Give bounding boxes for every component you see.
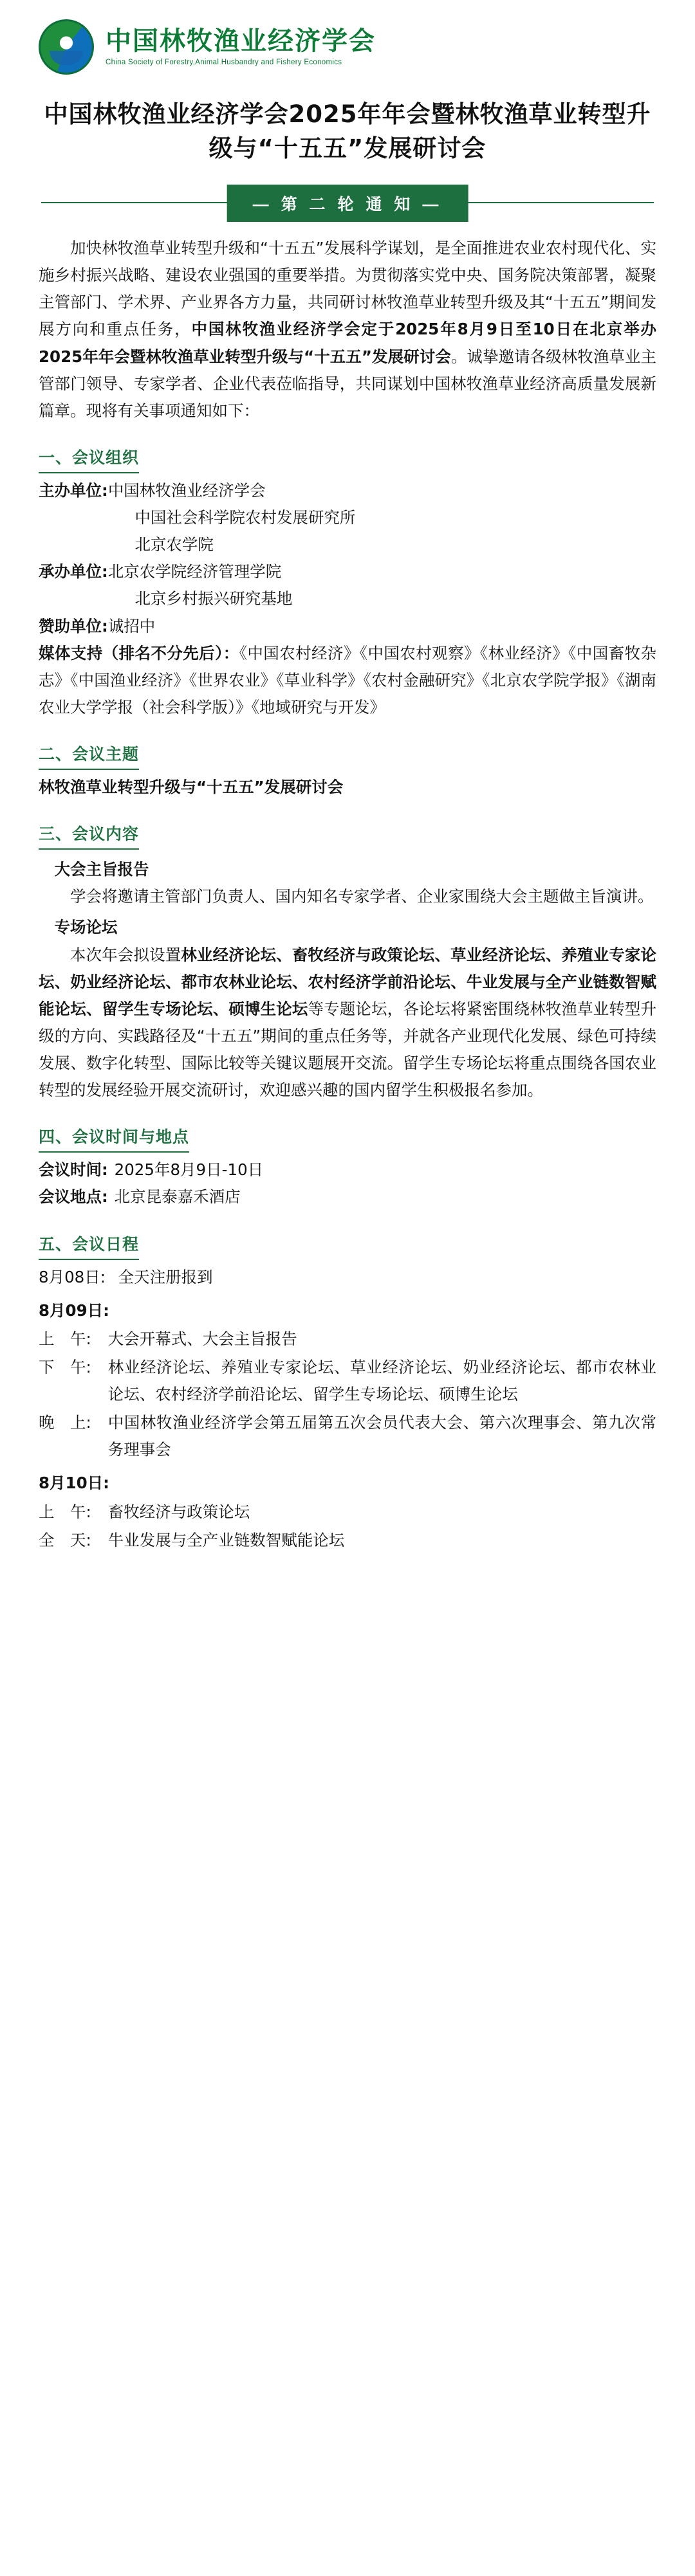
organizer-row	[39, 477, 656, 504]
forum-list-bold: 林业经济论坛、畜牧经济与政策论坛、草业经济论坛、养殖业专家论坛、奶业经济论坛、都市农林业论坛、农村经济学前沿论坛、牛业发展与全产业链数智赋能论坛、留学生专场论坛、硕博生论坛	[39, 945, 656, 1018]
host-value-2: 北京乡村振兴研究基地	[134, 589, 293, 608]
agenda-text-1-1: 林业经济论坛、养殖业专家论坛、草业经济论坛、奶业经济论坛、都市农林业论坛、农村经济学前沿论坛、留学生专场论坛、硕博生论坛	[107, 1357, 656, 1404]
host-row-2	[134, 585, 656, 612]
page-title: 中国林牧渔业经济学会2025年年会暨林牧渔草业转型升级与“十五五”发展研讨会	[44, 100, 651, 162]
agenda-inline-0: 全天注册报到	[118, 1267, 213, 1286]
notice-banner	[41, 185, 654, 219]
sponsor-label: 赞助单位:	[39, 616, 108, 635]
forum-text	[39, 942, 656, 1104]
agenda-row-1-2	[39, 1409, 656, 1463]
agenda-row-1-0	[39, 1326, 656, 1353]
agenda-row-2-0	[39, 1499, 656, 1526]
intro-part1: 加快林牧渔草业转型升级和“十五五”发展科学谋划，是全面推进农业农村现代化、实施乡村振兴战略、建设农业强国的重要举措。为贯彻落实党中央、国务院决策部署，凝聚主管部门、学术界、产业界各方力量，共同研讨林牧渔草业转型升级及其“十五五”期间发展方向和重点任务，	[39, 239, 656, 339]
section-5	[39, 1220, 656, 1263]
section-4	[39, 1113, 656, 1155]
logo-text-block	[106, 27, 376, 67]
agenda-row-1-1	[39, 1354, 656, 1408]
logo-title-cn: 中国林牧渔业经济学会	[106, 26, 376, 57]
agenda-row-2-1	[39, 1527, 656, 1554]
meeting-place-label: 会议地点:	[39, 1187, 108, 1207]
section-5-heading: 五、会议日程	[39, 1230, 139, 1260]
conference-theme: 林牧渔草业转型升级与“十五五”发展研讨会	[39, 778, 344, 797]
organizer-label: 主办单位:	[39, 480, 108, 500]
intro-part2: 。诚挚邀请各级林牧渔草业主管部门领导、专家学者、企业代表莅临指导，共同谋划中国林牧渔草业经济高质量发展新篇章。现将有关事项通知如下：	[39, 347, 657, 420]
host-value: 北京农学院经济管理学院	[107, 562, 282, 581]
agenda-text-1-0: 大会开幕式、大会主旨报告	[107, 1329, 297, 1348]
section-3-heading: 三、会议内容	[39, 820, 139, 850]
document-body	[39, 235, 656, 1554]
logo-title-en: China Society of Forestry,Animal Husbandry and Fishery Economics	[106, 59, 342, 67]
agenda-slot-1-2: 晚 上:	[39, 1413, 91, 1432]
agenda-date-1: 8月09日:	[39, 1301, 109, 1320]
keynote-text: 学会将邀请主管部门负责人、国内知名专家学者、企业家围绕大会主题做主旨演讲。	[70, 887, 654, 906]
sponsor-row	[39, 613, 656, 640]
organizer-row-2	[134, 504, 656, 531]
host-row	[39, 558, 656, 585]
agenda-day-0	[39, 1264, 656, 1291]
meeting-time-value: 2025年8月9日-10日	[114, 1160, 264, 1180]
organizer-value-2: 中国社会科学院农村发展研究所	[134, 508, 356, 527]
organizer-row-3	[134, 531, 656, 558]
meeting-time-row	[39, 1156, 656, 1183]
sponsor-value: 诚招中	[107, 616, 156, 635]
section-2-heading: 二、会议主题	[39, 740, 139, 770]
media-label: 媒体支持（排名不分先后）：	[39, 643, 239, 662]
section-1	[39, 434, 656, 476]
section-1-heading: 一、会议组织	[39, 444, 139, 473]
header-logo-bar	[0, 0, 695, 81]
intro-paragraph	[39, 235, 656, 425]
meeting-place-row	[39, 1183, 656, 1210]
agenda-text-2-1: 牛业发展与全产业链数智赋能论坛	[107, 1530, 345, 1549]
media-row	[39, 640, 656, 721]
agenda-date-2: 8月10日:	[39, 1474, 109, 1493]
agenda-slot-2-0: 上 午:	[39, 1502, 91, 1521]
keynote-heading: 大会主旨报告	[54, 860, 149, 879]
banner-label: — 第 二 轮 通 知 —	[227, 185, 468, 222]
agenda-text-2-0: 畜牧经济与政策论坛	[107, 1502, 250, 1521]
host-label: 承办单位:	[39, 562, 108, 581]
society-emblem-icon	[39, 19, 94, 75]
agenda-slot-2-1: 全 天:	[39, 1530, 91, 1549]
organizer-value: 中国林牧渔业经济学会	[107, 480, 266, 500]
agenda-date-0: 8月08日:	[39, 1267, 106, 1286]
section-2	[39, 730, 656, 772]
agenda-text-1-2: 中国林牧渔业经济学会第五届第五次会员代表大会、第六次理事会、第九次常务理事会	[107, 1413, 656, 1459]
forum-heading: 专场论坛	[54, 918, 118, 937]
intro-bold: 中国林牧渔业经济学会定于2025年8月9日至10日在北京举办2025年年会暨林牧渔草业转型升级与“十五五”发展研讨会	[39, 320, 657, 366]
section-4-heading: 四、会议时间与地点	[39, 1123, 189, 1153]
agenda-slot-1-0: 上 午:	[39, 1329, 91, 1348]
forum-text-p1: 本次年会拟设置	[70, 945, 181, 964]
meeting-time-label: 会议时间:	[39, 1160, 108, 1180]
organizer-value-3: 北京农学院	[134, 535, 214, 554]
forum-text-p2: 等专题论坛，各论坛将紧密围绕林牧渔草业转型升级的方向、实践路径及“十五五”期间的重点任务等，并就各产业现代化发展、绿色可持续发展、数字化转型、国际比较等关键议题展开交流。留学生专场论坛将重点围绕各国农业转型的发展经验开展交流研讨，欢迎感兴趣的国内留学生积极报名参加。	[39, 999, 657, 1100]
agenda-slot-1-1: 下 午:	[39, 1357, 91, 1376]
media-value: 《中国农村经济》《中国农村观察》《林业经济》《中国畜牧杂志》《中国渔业经济》《世界农业》《草业科学》《农村金融研究》《北京农学院学报》《湖南农业大学学报（社会科学版）》《地域研究与开发》	[39, 643, 657, 717]
meeting-place-value: 北京昆泰嘉禾酒店	[114, 1187, 241, 1207]
section-3	[39, 810, 656, 852]
